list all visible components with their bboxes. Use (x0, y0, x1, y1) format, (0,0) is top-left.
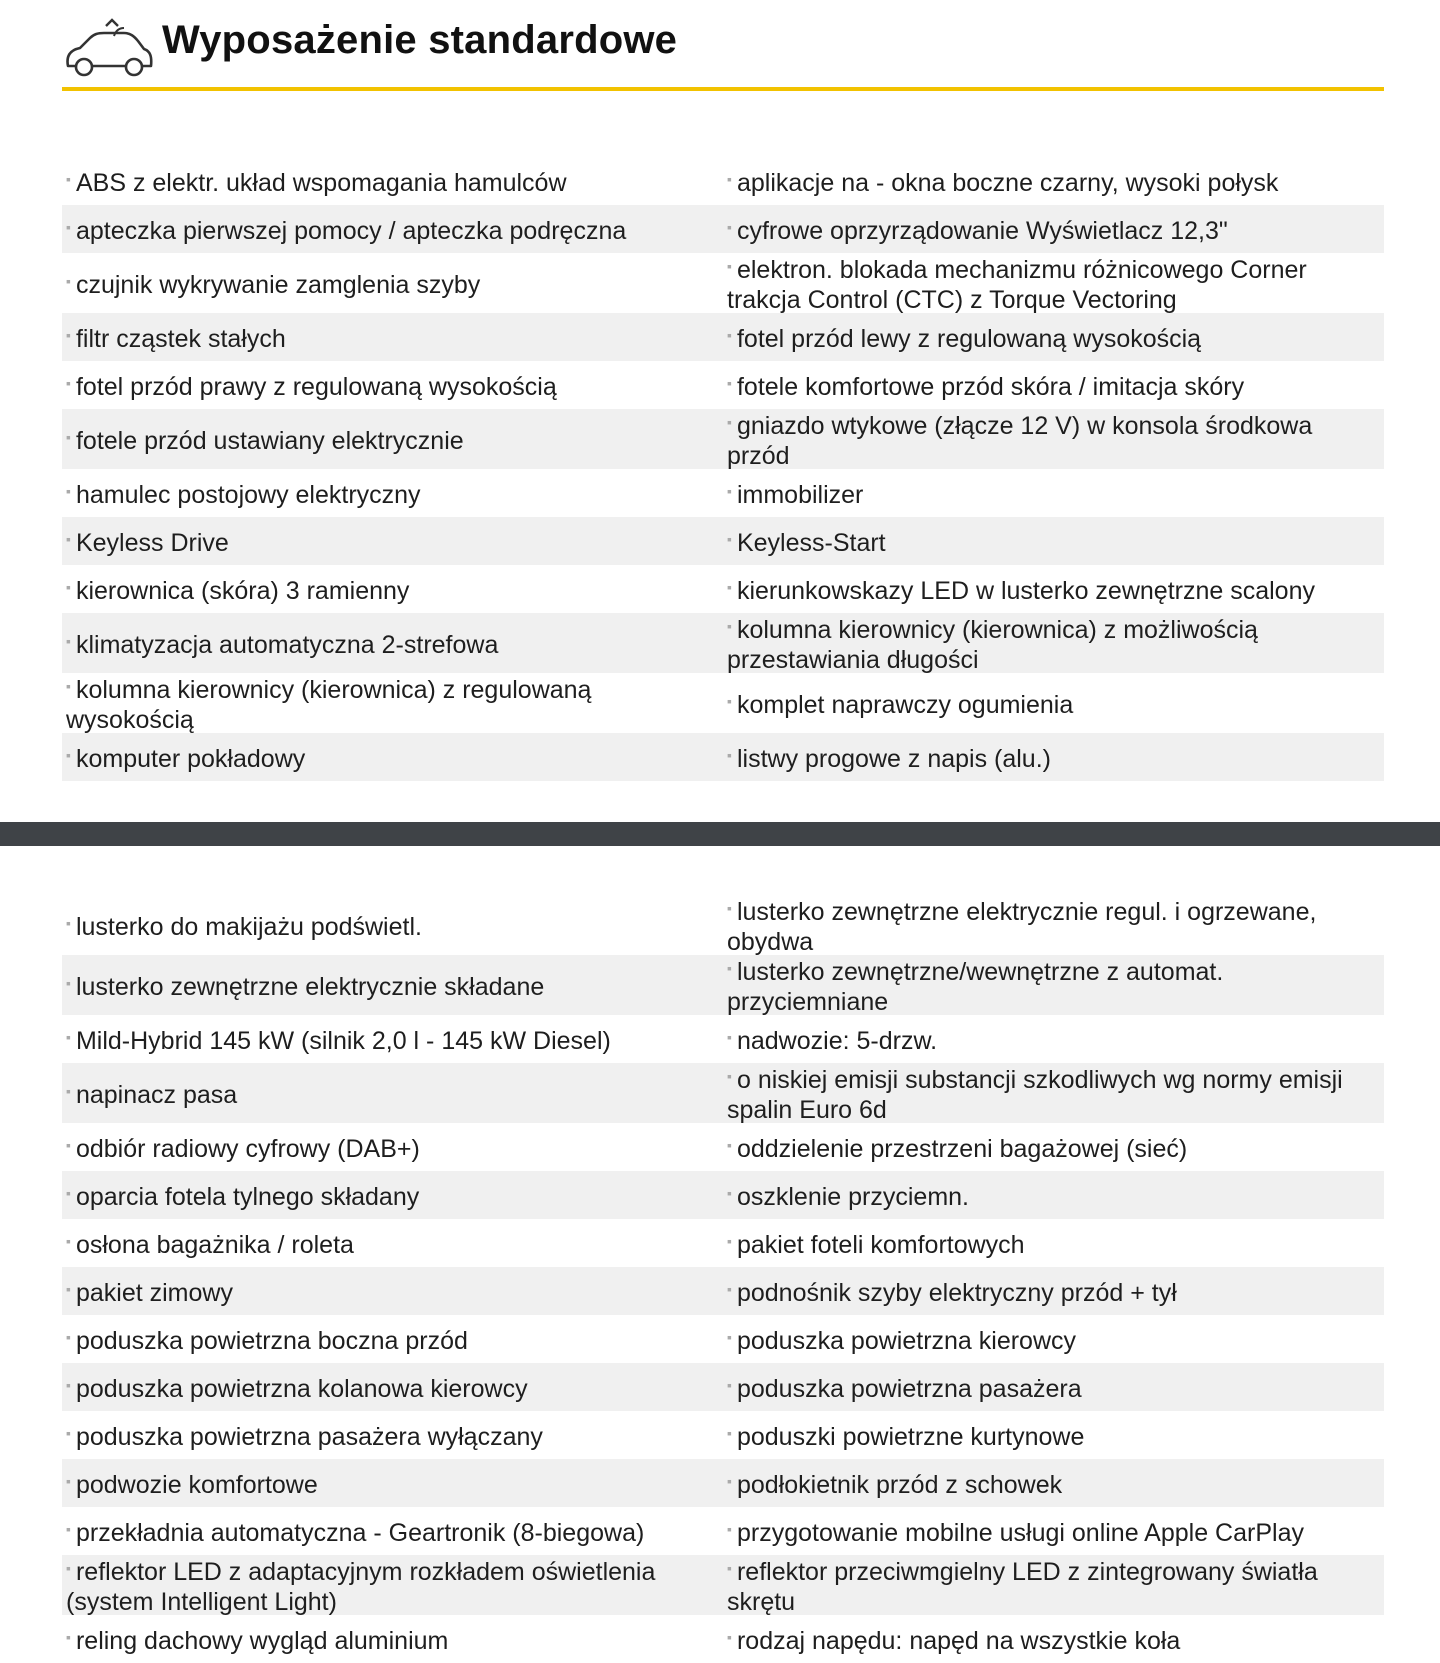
left-item (62, 517, 723, 565)
car-icon (62, 16, 154, 78)
right-item (723, 157, 1384, 205)
left-item (62, 733, 723, 781)
bullet-icon: ▪ (66, 579, 71, 595)
bullet-icon: ▪ (66, 531, 71, 547)
left-item (62, 409, 723, 469)
item-text: ▪ Keyless-Start (727, 529, 886, 557)
item-text: ▪ fotel przód lewy z regulowaną wysokością (727, 325, 1202, 353)
right-item (723, 565, 1384, 613)
bullet-icon: ▪ (66, 975, 71, 991)
bullet-icon: ▪ (66, 1425, 71, 1441)
table-row (62, 409, 1384, 469)
bullet-icon: ▪ (66, 1377, 71, 1393)
bullet-icon: ▪ (66, 327, 71, 343)
table-row (62, 733, 1384, 781)
item-text: ▪ cyfrowe oprzyrządowanie Wyświetlacz 12,3" (727, 217, 1228, 245)
item-text: ▪ fotele przód ustawiany elektrycznie (66, 427, 464, 455)
item-text: ▪ przygotowanie mobilne usługi online Apple CarPlay (727, 1519, 1304, 1547)
bullet-icon: ▪ (66, 915, 71, 931)
bullet-icon: ▪ (727, 531, 732, 547)
right-item (723, 469, 1384, 517)
item-text: ▪ reflektor przeciwmgielny LED z zintegrowany światła skrętu (727, 1558, 1318, 1616)
bullet-icon: ▪ (66, 1329, 71, 1345)
item-text: ▪ hamulec postojowy elektryczny (66, 481, 421, 509)
right-item (723, 895, 1384, 955)
item-text: ▪ lusterko zewnętrzne/wewnętrzne z automat. przyciemniane (727, 958, 1224, 1016)
item-text: ▪ lusterko do makijażu podświetl. (66, 913, 422, 941)
right-item (723, 1063, 1384, 1123)
item-text: ▪ filtr cząstek stałych (66, 325, 286, 353)
table-row (62, 1507, 1384, 1555)
bullet-icon: ▪ (66, 1281, 71, 1297)
left-item (62, 565, 723, 613)
item-text: ▪ lusterko zewnętrzne elektrycznie regul. i ogrzewane, obydwa (727, 898, 1317, 956)
left-item (62, 1615, 723, 1663)
table-row (62, 157, 1384, 205)
bullet-icon: ▪ (66, 678, 71, 694)
table-row (62, 955, 1384, 1015)
item-text: ▪ poduszka powietrzna kierowcy (727, 1327, 1077, 1355)
item-text: ▪ immobilizer (727, 481, 864, 509)
right-item (723, 1555, 1384, 1615)
bullet-icon: ▪ (727, 483, 732, 499)
bullet-icon: ▪ (66, 1137, 71, 1153)
right-item (723, 1411, 1384, 1459)
right-item (723, 361, 1384, 409)
left-item (62, 613, 723, 673)
right-item (723, 253, 1384, 313)
bullet-icon: ▪ (727, 1329, 732, 1345)
left-item (62, 313, 723, 361)
right-item (723, 1615, 1384, 1663)
bullet-icon: ▪ (727, 1425, 732, 1441)
bullet-icon: ▪ (727, 1233, 732, 1249)
bullet-icon: ▪ (727, 1473, 732, 1489)
bullet-icon: ▪ (66, 171, 71, 187)
item-text: ▪ rodzaj napędu: napęd na wszystkie koła (727, 1627, 1181, 1655)
right-item (723, 613, 1384, 673)
bullet-icon: ▪ (727, 375, 732, 391)
bullet-icon: ▪ (727, 1281, 732, 1297)
page-title: Wyposażenie standardowe (162, 18, 678, 62)
bullet-icon: ▪ (66, 747, 71, 763)
left-item (62, 1267, 723, 1315)
item-text: ▪ oddzielenie przestrzeni bagażowej (sieć) (727, 1135, 1188, 1163)
bullet-icon: ▪ (727, 1185, 732, 1201)
table-row (62, 205, 1384, 253)
bullet-icon: ▪ (66, 375, 71, 391)
left-item (62, 1459, 723, 1507)
item-text: ▪ reflektor LED z adaptacyjnym rozkładem oświetlenia (system Intelligent Light) (66, 1558, 656, 1616)
left-item (62, 1063, 723, 1123)
item-text: ▪ pakiet zimowy (66, 1279, 233, 1307)
bullet-icon: ▪ (727, 1068, 732, 1084)
table-row (62, 361, 1384, 409)
left-item (62, 1219, 723, 1267)
bullet-icon: ▪ (727, 258, 732, 274)
item-text: ▪ podwozie komfortowe (66, 1471, 318, 1499)
left-item (62, 1315, 723, 1363)
left-item (62, 1015, 723, 1063)
table-row (62, 313, 1384, 361)
equipment-table-2 (62, 895, 1384, 1663)
bullet-icon: ▪ (66, 633, 71, 649)
bullet-icon: ▪ (727, 1377, 732, 1393)
left-item (62, 1507, 723, 1555)
bullet-icon: ▪ (727, 747, 732, 763)
right-item (723, 1171, 1384, 1219)
bullet-icon: ▪ (66, 1083, 71, 1099)
item-text: ▪ czujnik wykrywanie zamglenia szyby (66, 271, 481, 299)
right-item (723, 517, 1384, 565)
item-text: ▪ kolumna kierownicy (kierownica) z możliwością przestawiania długości (727, 616, 1258, 674)
table-row (62, 1219, 1384, 1267)
table-row (62, 565, 1384, 613)
table-row (62, 1267, 1384, 1315)
table-row (62, 517, 1384, 565)
item-text: ▪ poduszka powietrzna boczna przód (66, 1327, 468, 1355)
item-text: ▪ gniazdo wtykowe (złącze 12 V) w konsola środkowa przód (727, 412, 1313, 470)
table-row (62, 469, 1384, 517)
bullet-icon: ▪ (727, 327, 732, 343)
item-text: ▪ pakiet foteli komfortowych (727, 1231, 1025, 1259)
item-text: ▪ o niskiej emisji substancji szkodliwych wg normy emisji spalin Euro 6d (727, 1066, 1343, 1124)
bullet-icon: ▪ (727, 1560, 732, 1576)
item-text: ▪ listwy progowe z napis (alu.) (727, 745, 1051, 773)
item-text: ▪ fotele komfortowe przód skóra / imitacja skóry (727, 373, 1245, 401)
table-row (62, 1171, 1384, 1219)
item-text: ▪ kierunkowskazy LED w lusterko zewnętrzne scalony (727, 577, 1315, 605)
left-item (62, 361, 723, 409)
item-text: ▪ poduszka powietrzna pasażera (727, 1375, 1082, 1403)
left-item (62, 673, 723, 733)
bullet-icon: ▪ (66, 273, 71, 289)
item-text: ▪ komputer pokładowy (66, 745, 306, 773)
item-text: ▪ przekładnia automatyczna - Geartronik (8-biegowa) (66, 1519, 645, 1547)
item-text: ▪ nadwozie: 5-drzw. (727, 1027, 938, 1055)
table-row (62, 1615, 1384, 1663)
right-item (723, 1315, 1384, 1363)
bullet-icon: ▪ (727, 1137, 732, 1153)
right-item (723, 955, 1384, 1015)
table-row (62, 613, 1384, 673)
page-divider (0, 822, 1440, 846)
item-text: ▪ klimatyzacja automatyczna 2-strefowa (66, 631, 499, 659)
bullet-icon: ▪ (66, 219, 71, 235)
item-text: ▪ kolumna kierownicy (kierownica) z regulowaną wysokością (66, 676, 592, 734)
title-underline (62, 87, 1384, 91)
bullet-icon: ▪ (66, 1029, 71, 1045)
bullet-icon: ▪ (727, 1629, 732, 1645)
table-row (62, 1459, 1384, 1507)
left-item (62, 1171, 723, 1219)
table-row (62, 1063, 1384, 1123)
item-text: ▪ odbiór radiowy cyfrowy (DAB+) (66, 1135, 420, 1163)
bullet-icon: ▪ (727, 900, 732, 916)
left-item (62, 1363, 723, 1411)
right-item (723, 733, 1384, 781)
item-text: ▪ reling dachowy wygląd aluminium (66, 1627, 449, 1655)
item-text: ▪ ABS z elektr. układ wspomagania hamulców (66, 169, 567, 197)
bullet-icon: ▪ (727, 219, 732, 235)
left-item (62, 1123, 723, 1171)
item-text: ▪ Mild-Hybrid 145 kW (silnik 2,0 l - 145 kW Diesel) (66, 1027, 611, 1055)
right-item (723, 1267, 1384, 1315)
item-text: ▪ apteczka pierwszej pomocy / apteczka podręczna (66, 217, 627, 245)
right-item (723, 1507, 1384, 1555)
right-item (723, 1219, 1384, 1267)
bullet-icon: ▪ (66, 1473, 71, 1489)
item-text: ▪ elektron. blokada mechanizmu różnicowego Corner trakcja Control (CTC) z Torque Vectoring (727, 256, 1307, 314)
bullet-icon: ▪ (66, 1521, 71, 1537)
item-text: ▪ komplet naprawczy ogumienia (727, 691, 1074, 719)
right-item (723, 673, 1384, 733)
bullet-icon: ▪ (66, 1629, 71, 1645)
bullet-icon: ▪ (727, 693, 732, 709)
bullet-icon: ▪ (727, 579, 732, 595)
left-item (62, 955, 723, 1015)
equipment-table-1 (62, 157, 1384, 781)
left-item (62, 469, 723, 517)
item-text: ▪ fotel przód prawy z regulowaną wysokością (66, 373, 557, 401)
item-text: ▪ podnośnik szyby elektryczny przód + tył (727, 1279, 1177, 1307)
bullet-icon: ▪ (727, 1029, 732, 1045)
bullet-icon: ▪ (727, 1521, 732, 1537)
left-item (62, 895, 723, 955)
bullet-icon: ▪ (727, 171, 732, 187)
bullet-icon: ▪ (66, 429, 71, 445)
item-text: ▪ poduszka powietrzna kolanowa kierowcy (66, 1375, 528, 1403)
table-row (62, 895, 1384, 955)
item-text: ▪ aplikacje na - okna boczne czarny, wysoki połysk (727, 169, 1279, 197)
right-item (723, 409, 1384, 469)
right-item (723, 1015, 1384, 1063)
left-item (62, 1411, 723, 1459)
bullet-icon: ▪ (727, 960, 732, 976)
right-item (723, 1363, 1384, 1411)
table-row (62, 673, 1384, 733)
bullet-icon: ▪ (727, 618, 732, 634)
item-text: ▪ Keyless Drive (66, 529, 229, 557)
bullet-icon: ▪ (66, 1233, 71, 1249)
left-item (62, 157, 723, 205)
item-text: ▪ lusterko zewnętrzne elektrycznie składane (66, 973, 545, 1001)
item-text: ▪ poduszka powietrzna pasażera wyłączany (66, 1423, 543, 1451)
left-item (62, 1555, 723, 1615)
table-row (62, 1363, 1384, 1411)
item-text: ▪ poduszki powietrzne kurtynowe (727, 1423, 1085, 1451)
left-item (62, 205, 723, 253)
item-text: ▪ oszklenie przyciemn. (727, 1183, 969, 1211)
table-row (62, 253, 1384, 313)
table-row (62, 1315, 1384, 1363)
item-text: ▪ osłona bagażnika / roleta (66, 1231, 354, 1259)
bullet-icon: ▪ (727, 414, 732, 430)
page-header (62, 6, 1384, 92)
item-text: ▪ podłokietnik przód z schowek (727, 1471, 1063, 1499)
right-item (723, 205, 1384, 253)
table-row (62, 1015, 1384, 1063)
right-item (723, 313, 1384, 361)
left-item (62, 253, 723, 313)
table-row (62, 1555, 1384, 1615)
item-text: ▪ kierownica (skóra) 3 ramienny (66, 577, 410, 605)
bullet-icon: ▪ (66, 1560, 71, 1576)
table-row (62, 1411, 1384, 1459)
right-item (723, 1123, 1384, 1171)
table-row (62, 1123, 1384, 1171)
item-text: ▪ oparcia fotela tylnego składany (66, 1183, 420, 1211)
item-text: ▪ napinacz pasa (66, 1081, 238, 1109)
bullet-icon: ▪ (66, 483, 71, 499)
bullet-icon: ▪ (66, 1185, 71, 1201)
right-item (723, 1459, 1384, 1507)
